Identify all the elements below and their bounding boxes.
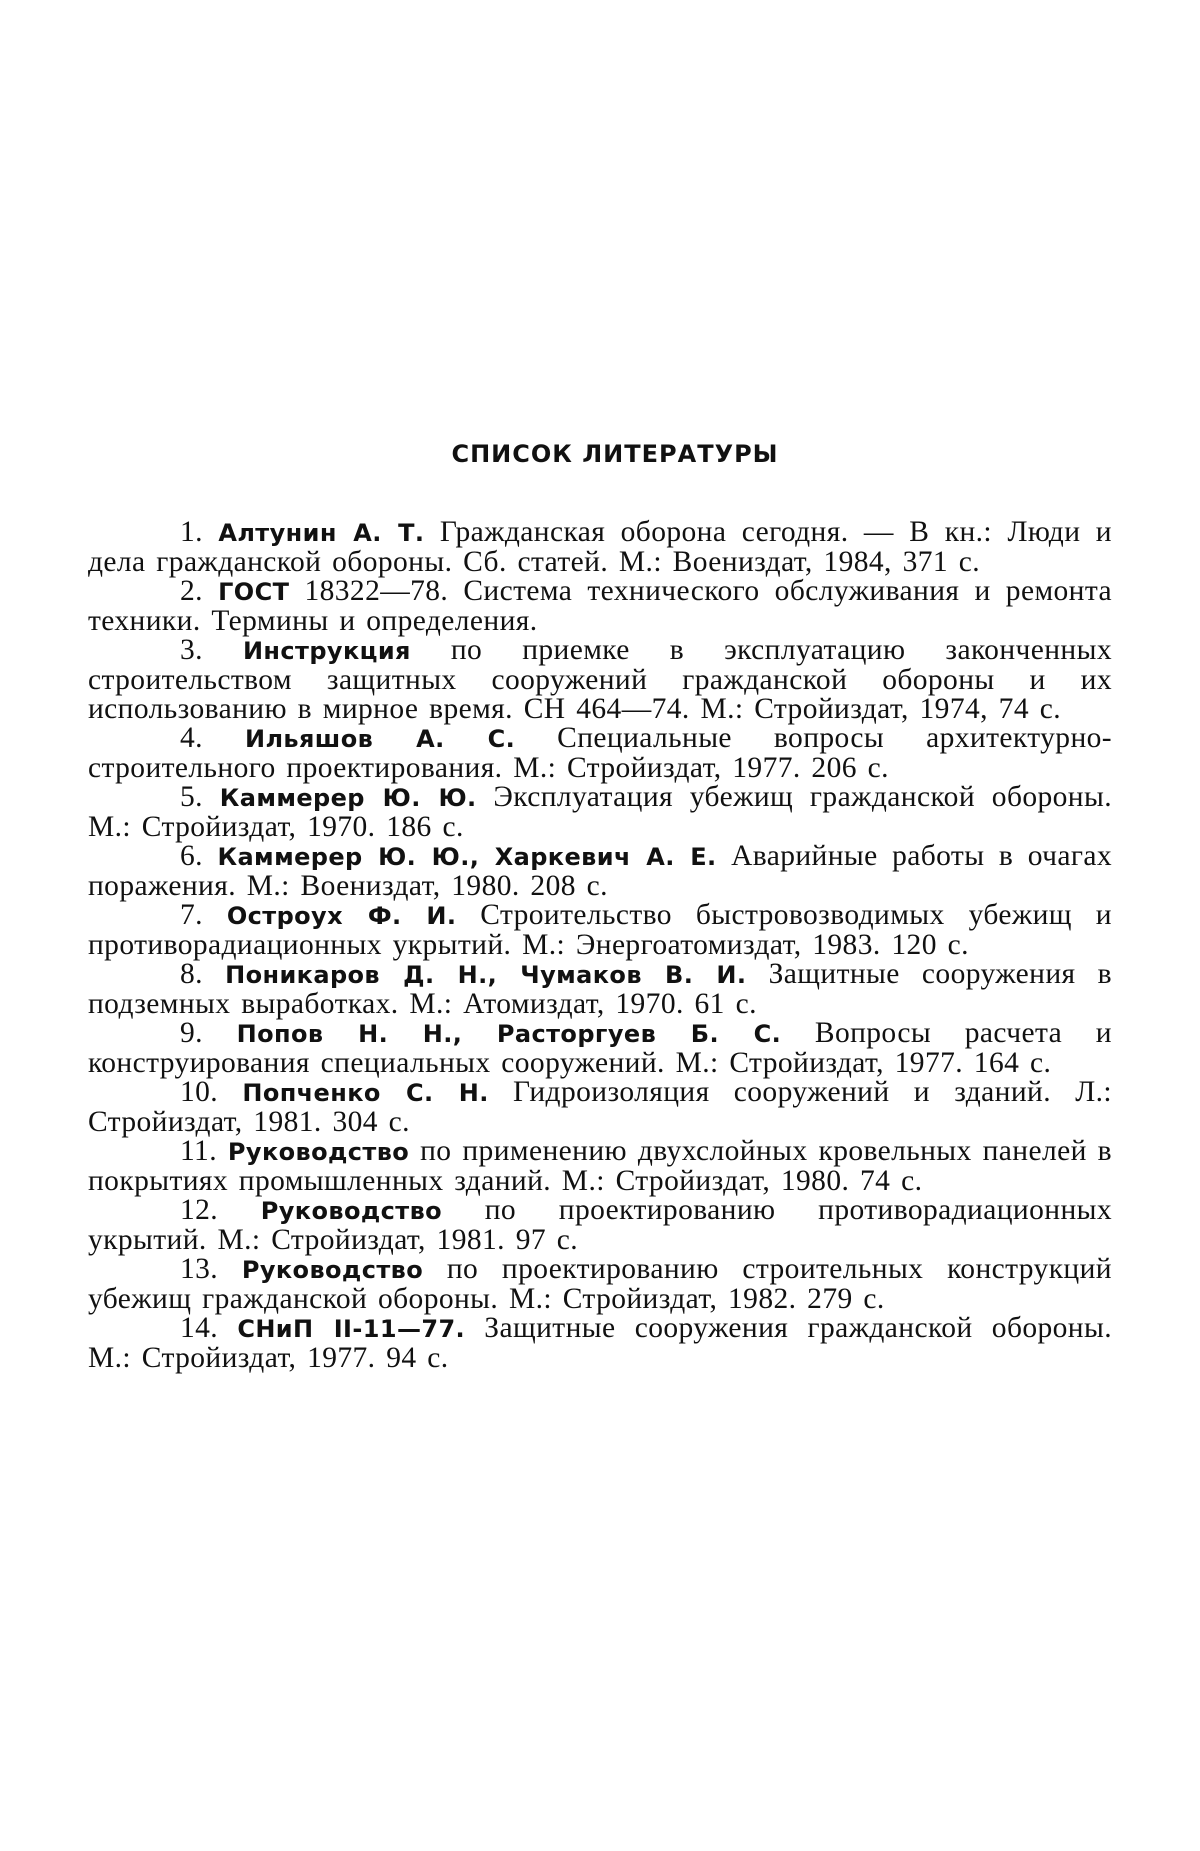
reference-item	[88, 1019, 1112, 1078]
reference-item	[88, 1196, 1112, 1255]
reference-number: 8.	[180, 958, 203, 990]
reference-text: Эксплуатация убежищ гражданской обороны. М.: Стройиздат, 1970. 186 с.	[88, 781, 1112, 843]
reference-number: 3.	[180, 634, 203, 666]
reference-number: 12.	[180, 1194, 219, 1226]
reference-text: по проектированию строительных конструкций убежищ гражданской обороны. М.: Стройиздат, 1982. 279 с.	[88, 1253, 1112, 1315]
reference-item	[88, 960, 1112, 1019]
reference-number: 9.	[180, 1017, 203, 1049]
reference-text: Гражданская оборона сегодня. — В кн.: Люди и дела гражданской обороны. Сб. статей. М.: Воениздат, 1984, 371 с.	[88, 516, 1112, 578]
reference-item	[88, 1078, 1112, 1137]
reference-text: по приемке в эксплуатацию законченных строительством защитных сооружений гражданской обороны и их использованию в мирное время. СН 464—74. М.: Стройиздат, 1974, 74 с.	[88, 634, 1112, 725]
reference-item	[88, 518, 1112, 577]
reference-item	[88, 783, 1112, 842]
reference-author: Алтунин А. Т.	[218, 519, 425, 547]
reference-text: 18322—78. Система технического обслуживания и ремонта техники. Термины и определения.	[88, 575, 1112, 637]
reference-number: 5.	[180, 781, 203, 813]
reference-item	[88, 842, 1112, 901]
reference-author: Руководство	[260, 1197, 443, 1225]
reference-item	[88, 577, 1112, 636]
reference-author: Каммерер Ю. Ю.	[219, 784, 477, 812]
reference-author: Руководство	[241, 1256, 424, 1284]
reference-number: 1.	[180, 516, 203, 548]
page	[88, 440, 1112, 1373]
reference-text: Аварийные работы в очагах поражения. М.: Воениздат, 1980. 208 с.	[88, 840, 1113, 902]
reference-text: Строительство быстровозводимых убежищ и противорадиационных укрытий. М.: Энергоатомиздат, 1983. 120 с.	[88, 899, 1112, 961]
reference-number: 7.	[180, 899, 203, 931]
reference-item	[88, 1314, 1112, 1373]
page-title: СПИСОК ЛИТЕРАТУРЫ	[451, 440, 779, 468]
reference-author: Попченко С. Н.	[242, 1079, 489, 1107]
reference-author: Поникаров Д. Н., Чумаков В. И.	[225, 961, 747, 989]
reference-number: 2.	[180, 575, 203, 607]
reference-author: Остроух Ф. И.	[226, 902, 457, 930]
reference-number: 6.	[180, 840, 203, 872]
reference-text: Гидроизоляция сооружений и зданий. Л.: Стройиздат, 1981. 304 с.	[88, 1076, 1113, 1138]
reference-number: 11.	[180, 1135, 217, 1167]
reference-text: по применению двухслойных кровельных панелей в покрытиях промышленных зданий. М.: Стройиздат, 1980. 74 с.	[88, 1135, 1112, 1197]
reference-author: ГОСТ	[218, 578, 290, 606]
reference-text: Защитные сооружения гражданской обороны. М.: Стройиздат, 1977. 94 с.	[88, 1312, 1112, 1374]
reference-number: 10.	[180, 1076, 219, 1108]
reference-text: по проектированию противорадиационных укрытий. М.: Стройиздат, 1981. 97 с.	[88, 1194, 1112, 1256]
reference-author: СНиП II-11—77.	[237, 1315, 466, 1343]
reference-item	[88, 901, 1112, 960]
reference-author: Каммерер Ю. Ю., Харкевич А. Е.	[217, 843, 717, 871]
reference-text: Защитные сооружения в подземных выработках. М.: Атомиздат, 1970. 61 с.	[88, 958, 1112, 1020]
reference-text: Специальные вопросы архитектурно-строительного проектирования. М.: Стройиздат, 1977. 206 с.	[88, 722, 1113, 784]
reference-item	[88, 1137, 1112, 1196]
reference-item	[88, 1255, 1112, 1314]
reference-item	[88, 724, 1112, 783]
reference-number: 14.	[180, 1312, 219, 1344]
reference-item	[88, 636, 1112, 724]
reference-number: 4.	[180, 722, 203, 754]
reference-text: Вопросы расчета и конструирования специальных сооружений. М.: Стройиздат, 1977. 164 с.	[88, 1017, 1112, 1079]
reference-author: Ильяшов А. С.	[244, 725, 516, 753]
reference-list	[88, 518, 1112, 1373]
reference-author: Инструкция	[242, 637, 411, 665]
reference-number: 13.	[180, 1253, 219, 1285]
reference-author: Руководство	[227, 1138, 410, 1166]
reference-author: Попов Н. Н., Расторгуев Б. С.	[236, 1020, 782, 1048]
